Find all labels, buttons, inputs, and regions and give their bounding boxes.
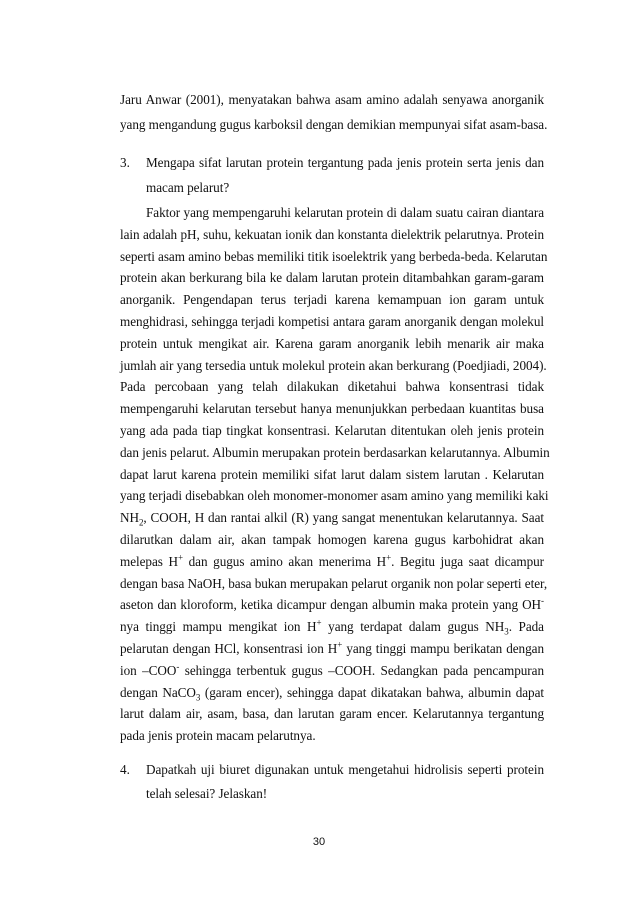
text-segment: . Pada: [508, 619, 544, 634]
superscript: +: [337, 639, 343, 650]
text-line: protein akan berkurang bila ke dalam larutan protein ditambahkan garam-garam: [120, 270, 544, 285]
text-line: pada jenis protein macam pelarutnya.: [120, 728, 316, 743]
text-line: [120, 597, 544, 613]
text-line: [120, 685, 544, 701]
text-line: [120, 663, 544, 679]
text-segment: dengan NaCO: [120, 685, 196, 700]
text-segment: pelarutan dengan HCl, konsentrasi ion H: [120, 641, 338, 656]
text-line: [120, 619, 544, 635]
text-line: [120, 554, 544, 570]
text-line: [120, 641, 544, 657]
text-line: dapat larut karena protein memiliki sifat larut dalam sistem larutan . Kelarutan: [120, 467, 544, 482]
text-segment: . Begitu juga saat dicampur: [391, 554, 545, 569]
text-line: menghidrasi, sehingga terjadi kompetisi antara garam anorganik dengan molekul: [120, 314, 544, 329]
text-line: anorganik. Pengendapan terus terjadi karena kemampuan ion garam untuk: [120, 292, 544, 307]
page-number: 30: [312, 836, 326, 848]
subscript: 2: [138, 517, 144, 528]
text-segment: NH: [120, 510, 139, 525]
subscript: 3: [504, 626, 509, 637]
text-segment: dan gugus amino akan menerima H: [183, 554, 387, 569]
text-line: dengan basa NaOH, basa bukan merupakan pelarut organik non polar seperti eter,: [120, 576, 548, 591]
text-line: yang mengandung gugus karboksil dengan demikian mempunyai sifat asam-basa.: [120, 117, 548, 132]
question-text: Mengapa sifat larutan protein tergantung pada jenis protein serta jenis dan: [146, 155, 544, 170]
question-text: Dapatkah uji biuret digunakan untuk mengetahui hidrolisis seperti protein: [146, 762, 544, 777]
text-segment: ion –COO: [120, 663, 177, 678]
text-segment: yang terdapat dalam gugus NH: [321, 619, 505, 634]
text-segment: melepas H: [120, 554, 178, 569]
text-segment: nya tinggi mampu mengikat ion H: [120, 619, 317, 634]
question-number: 3.: [120, 155, 130, 170]
superscript: +: [177, 552, 183, 563]
question-number: 4.: [120, 762, 130, 777]
superscript: +: [316, 617, 322, 628]
text-line: Jaru Anwar (2001), menyatakan bahwa asam amino adalah senyawa anorganik: [120, 92, 544, 107]
text-line: yang ada pada tiap tingkat konsentrasi. Kelarutan ditentukan oleh jenis protein: [120, 423, 544, 438]
text-line: jumlah air yang tersedia untuk molekul protein akan berkurang (Poedjiadi, 2004).: [120, 358, 547, 373]
text-line: Pada percobaan yang telah dilakukan diketahui bahwa konsentrasi tidak: [120, 379, 544, 394]
subscript: 3: [195, 692, 201, 703]
superscript: -: [541, 595, 544, 606]
superscript: -: [176, 661, 180, 672]
text-segment: yang tinggi mampu berikatan dengan: [342, 641, 544, 656]
text-line: dan jenis pelarut. Albumin merupakan protein berdasarkan kelarutannya. Albumin: [120, 445, 550, 460]
text-segment: (garam encer), sehingga dapat dikatakan bahwa, albumin dapat: [200, 685, 545, 700]
text-line: yang terjadi disebabkan oleh monomer-monomer asam amino yang memiliki kaki: [120, 488, 549, 503]
question-text: telah selesai? Jelaskan!: [146, 786, 268, 801]
text-line: larut dalam air, asam, basa, dan larutan garam encer. Kelarutannya tergantung: [120, 706, 544, 721]
superscript: +: [386, 552, 392, 563]
text-line: dilarutkan dalam air, akan tampak homogen karena gugus karbohidrat akan: [120, 532, 544, 547]
text-segment: sehingga terbentuk gugus –COOH. Sedangkan pada pencampuran: [179, 663, 544, 678]
text-segment: aseton dan kloroform, ketika dicampur dengan albumin maka protein yang OH: [120, 597, 542, 612]
text-line: mempengaruhi kelarutan tersebut hanya menunjukkan perbedaan kuantitas busa: [120, 401, 544, 416]
text-segment: , COOH, H dan rantai alkil (R) yang sangat menentukan kelarutannya. Saat: [143, 510, 544, 525]
text-line: [120, 510, 544, 526]
text-line: lain adalah pH, suhu, kekuatan ionik dan konstanta dielektrik pelarutnya. Protein: [120, 227, 544, 242]
text-line: seperti asam amino bebas memiliki titik isoelektrik yang berbeda-beda. Kelarutan: [120, 249, 548, 264]
text-line: Faktor yang mempengaruhi kelarutan protein di dalam suatu cairan diantara: [146, 205, 544, 220]
text-line: protein untuk mengikat air. Karena garam anorganik lebih menarik air maka: [120, 336, 544, 351]
question-text: macam pelarut?: [146, 180, 230, 195]
